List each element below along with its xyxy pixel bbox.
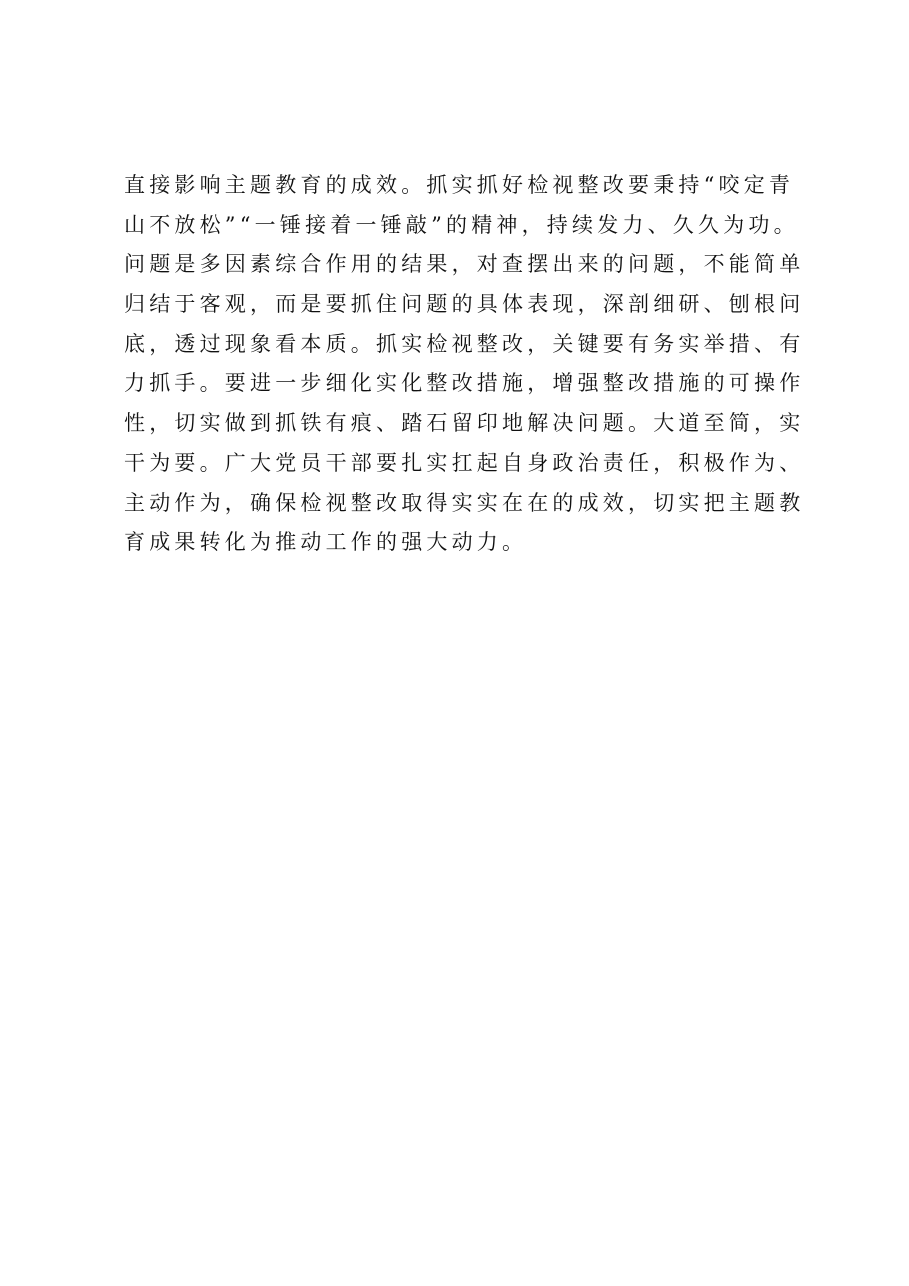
paragraph-line: 主动作为，确保检视整改取得实实在在的成效，切实把主题教 — [124, 490, 805, 515]
paragraph-line: 力抓手。要进一步细化实化整改措施，增强整改措施的可操作 — [124, 371, 805, 396]
paragraph-line: 育成果转化为推动工作的强大动力。 — [124, 530, 528, 555]
paragraph-line: 直接影响主题教育的成效。抓实抓好检视整改要秉持“咬定青 — [124, 173, 795, 197]
paragraph-line: 归结于客观，而是要抓住问题的具体表现，深剖细研、刨根问 — [124, 292, 805, 317]
paragraph-line: 底，透过现象看本质。抓实检视整改，关键要有务实举措、有 — [124, 331, 805, 356]
paragraph-line: 山不放松”“一锤接着一锤敲”的精神，持续发力、久久为功。 — [124, 212, 799, 237]
paragraph-line: 性，切实做到抓铁有痕、踏石留印地解决问题。大道至简，实 — [124, 411, 805, 436]
body-paragraph — [124, 166, 804, 563]
paragraph-line: 干为要。广大党员干部要扎实扛起自身政治责任，积极作为、 — [124, 450, 805, 475]
paragraph-line: 问题是多因素综合作用的结果，对查摆出来的问题，不能简单 — [124, 252, 805, 277]
